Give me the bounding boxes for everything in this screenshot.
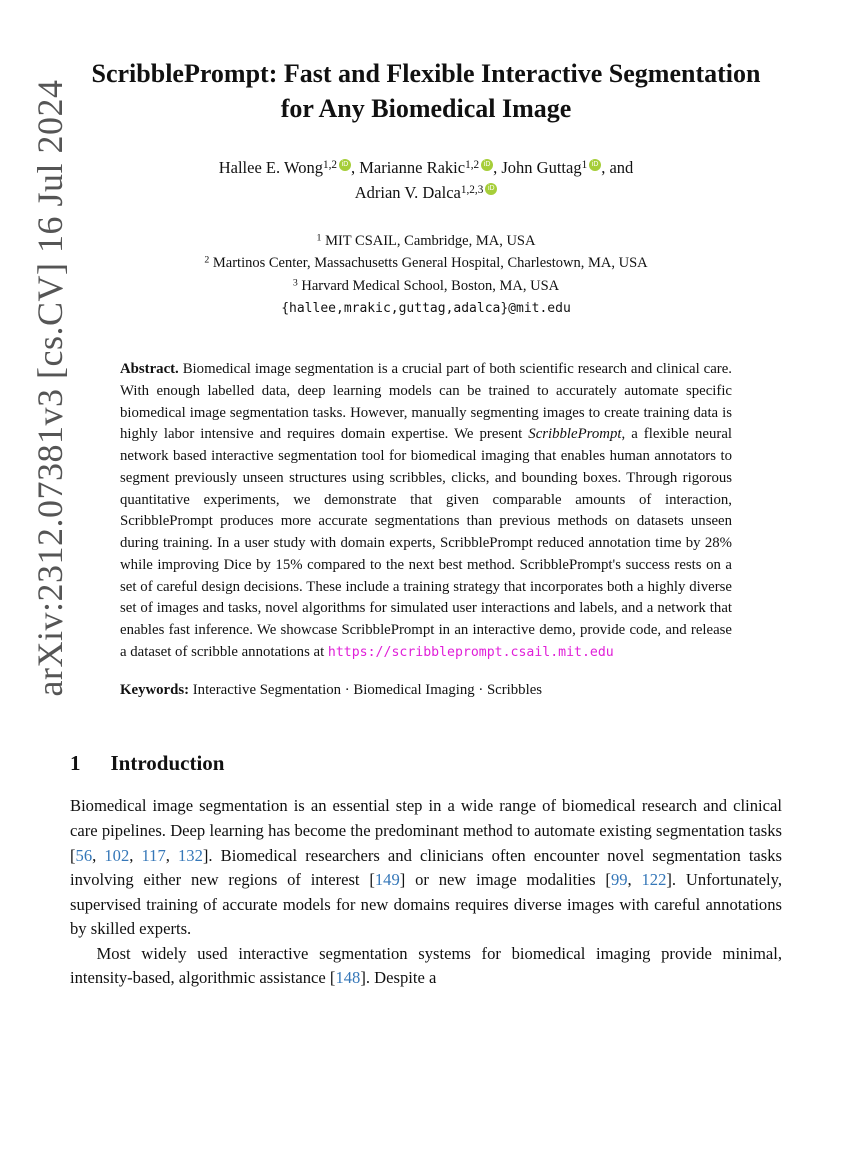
citation-link[interactable]: 56: [75, 845, 93, 865]
keywords-line: [120, 680, 732, 702]
author-name: , John Guttag: [493, 158, 582, 178]
keywords-label: Keywords:: [120, 681, 193, 698]
author-affiliation-sup: 1,2,3: [460, 183, 484, 196]
orcid-icon[interactable]: [339, 159, 351, 171]
body-text: ] or new image modalities [: [399, 870, 611, 890]
paper-title: ScribblePrompt: Fast and Flexible Interactive Segmentation for Any Biomedical Image: [91, 59, 761, 124]
orcid-icon[interactable]: [589, 159, 601, 171]
contact-email: {hallee,mrakic,guttag,adalca}@mit.edu: [281, 301, 571, 317]
affiliation-number: 2: [204, 254, 210, 266]
citation-link[interactable]: 149: [374, 870, 400, 890]
body-text: ,: [92, 845, 105, 865]
affiliation-line-2: [70, 252, 782, 274]
citation-link[interactable]: 102: [104, 845, 130, 865]
affiliation-text: MIT CSAIL, Cambridge, MA, USA: [321, 232, 536, 249]
body-text: ,: [627, 870, 642, 890]
affiliations-block: [70, 230, 782, 320]
intro-paragraph-2: [70, 942, 782, 991]
body-text: ]. Biomedical researchers and clinicians often encounter novel segmentation tasks involving either new regions of interest [: [70, 845, 783, 890]
body-text: Most widely used interactive segmentation systems for biomedical imaging provide minimal, intensity-based, algorithmic assistance [: [70, 943, 782, 988]
abstract-label: Abstract.: [120, 361, 183, 378]
body-text: ,: [165, 845, 178, 865]
orcid-icon[interactable]: [485, 183, 497, 195]
abstract-text: , a flexible neural network based interactive segmentation tool for biomedical imaging that enables human annotators to segment previously unseen structures using scribbles, clicks, and bounding boxes. Through rigorous quantitative experiments, we demonstrate that given comparable amounts of interaction, ScribblePrompt produces more accurate segmentations than previous methods on datasets unseen during training. In a user study with domain experts, ScribblePrompt reduced annotation time by 28% while improving Dice by 15% compared to the next best method. ScribblePrompt's success rests on a set of careful design decisions. These include a training strategy that incorporates both a highly diverse set of images and tasks, novel algorithms for simulated user interactions and labels, and a network that enables fast inference. We showcase ScribblePrompt in an interactive demo, provide code, and release a dataset of scribble annotations at: [120, 426, 732, 660]
author-line-1: [70, 156, 782, 181]
abstract-text: Biomedical image segmentation is a crucial part of both scientific research and clinical care. With enough labelled data, deep learning models can be trained to accurately automate specific biomedical image segmentation tasks. However, manually segmenting images to create training data is highly labor intensive and requires domain expertise. We present: [120, 361, 732, 443]
abstract-paragraph: [120, 359, 732, 664]
project-url-link[interactable]: https://scribbleprompt.csail.mit.edu: [327, 644, 614, 660]
section-number: 1: [70, 751, 81, 776]
paper-content: [70, 0, 782, 991]
author-affiliation-sup: 1: [581, 159, 588, 172]
author-name: Hallee E. Wong: [218, 158, 323, 178]
section-heading-introduction: [70, 751, 782, 776]
citation-link[interactable]: 117: [141, 845, 166, 865]
section-title: Introduction: [110, 751, 225, 776]
citation-link[interactable]: 122: [641, 870, 667, 890]
author-line-2: [70, 181, 782, 206]
body-text: Biomedical image segmentation is an essential step in a wide range of biomedical research and clinical care pipelines. Deep learning has become the predominant method to automate existing segmentation tasks [: [70, 796, 782, 865]
author-name: , Marianne Rakic: [350, 158, 466, 178]
citation-link[interactable]: 148: [335, 968, 361, 988]
body-text: ]. Despite a: [360, 968, 437, 988]
authors-block: [70, 156, 782, 206]
body-text: ,: [129, 845, 142, 865]
affiliation-number: 1: [316, 232, 322, 244]
affiliation-line-3: [70, 275, 782, 297]
keywords-text: Interactive Segmentation · Biomedical Imaging · Scribbles: [192, 681, 543, 698]
body-text: ]. Unfortunately, supervised training of accurate models for new domains requires diverse images with careful annotations by skilled experts.: [70, 870, 782, 939]
intro-paragraph-1: [70, 794, 782, 941]
citation-link[interactable]: 99: [610, 870, 628, 890]
affiliation-line-1: [70, 230, 782, 252]
author-affiliation-sup: 1,2: [322, 159, 337, 172]
affiliation-number: 3: [292, 277, 298, 289]
citation-link[interactable]: 132: [178, 845, 203, 865]
author-affiliation-sup: 1,2: [465, 159, 480, 172]
abstract-text-emphasis: ScribblePrompt: [528, 426, 622, 443]
arxiv-watermark: arXiv:2312.07381v3 [cs.CV] 16 Jul 2024: [30, 79, 70, 697]
affiliation-text: Harvard Medical School, Boston, MA, USA: [297, 277, 560, 294]
author-separator: , and: [601, 158, 634, 178]
affiliation-text: Martinos Center, Massachusetts General Hospital, Charlestown, MA, USA: [209, 255, 648, 272]
author-name: Adrian V. Dalca: [354, 182, 461, 202]
orcid-icon[interactable]: [481, 159, 493, 171]
